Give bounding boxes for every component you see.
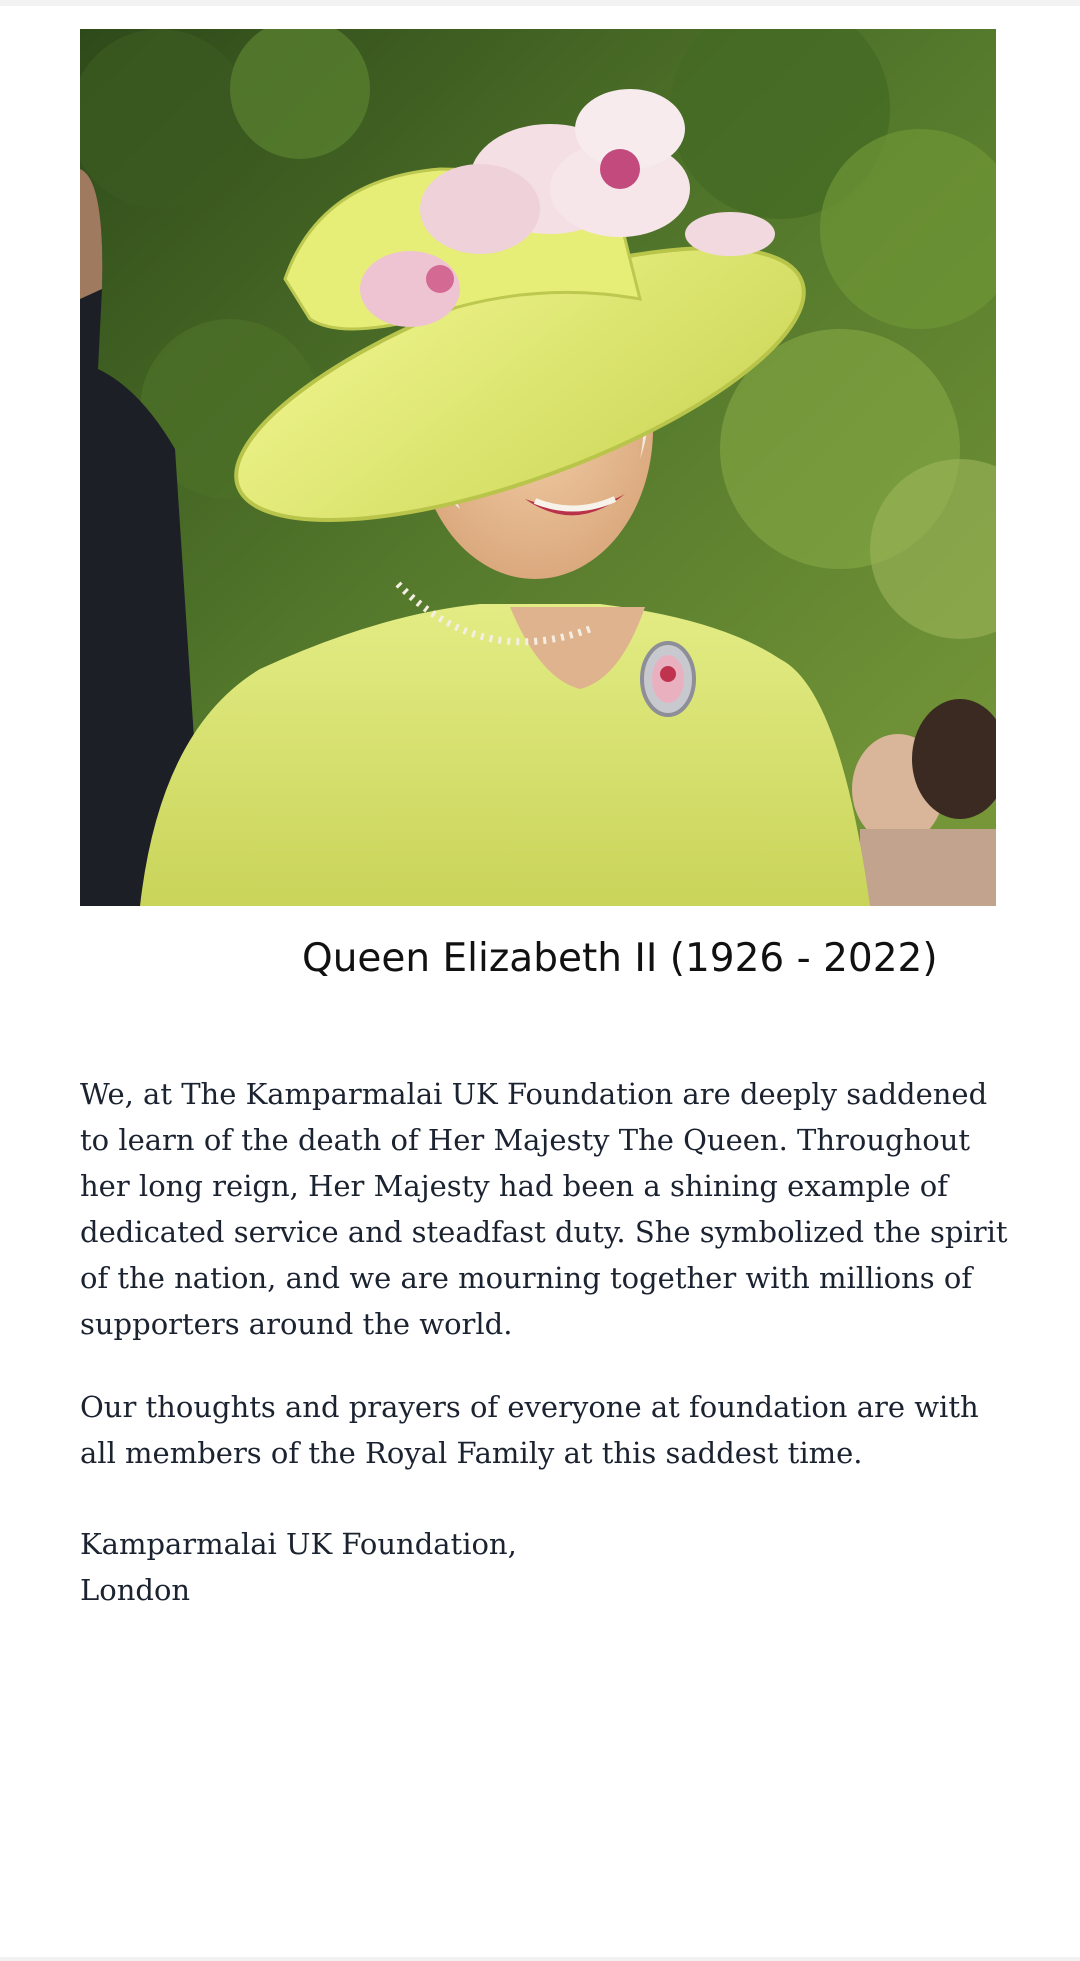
tribute-paragraph-1: We, at The Kamparmalai UK Foundation are deeply saddened to learn of the death of Her Majesty The Queen. Throughout her long reign, Her Majesty had been a shining example of dedicated service and steadfast duty. She symbolized the spirit of the nation, and we are mourning together with millions of supporters around the world.	[80, 1077, 1008, 1341]
photo-caption: Queen Elizabeth II (1926 - 2022)	[302, 936, 938, 981]
top-strip	[0, 0, 1080, 6]
signature-organization: Kamparmalai UK Foundation,	[80, 1527, 517, 1561]
tribute-paragraph-2: Our thoughts and prayers of everyone at foundation are with all members of the Royal Family at this saddest time.	[80, 1390, 979, 1470]
portrait-photo	[80, 29, 996, 906]
tribute-message	[80, 1071, 1010, 1613]
signature-location: London	[80, 1573, 191, 1607]
bottom-strip	[0, 1957, 1080, 1961]
signature	[80, 1521, 1010, 1613]
